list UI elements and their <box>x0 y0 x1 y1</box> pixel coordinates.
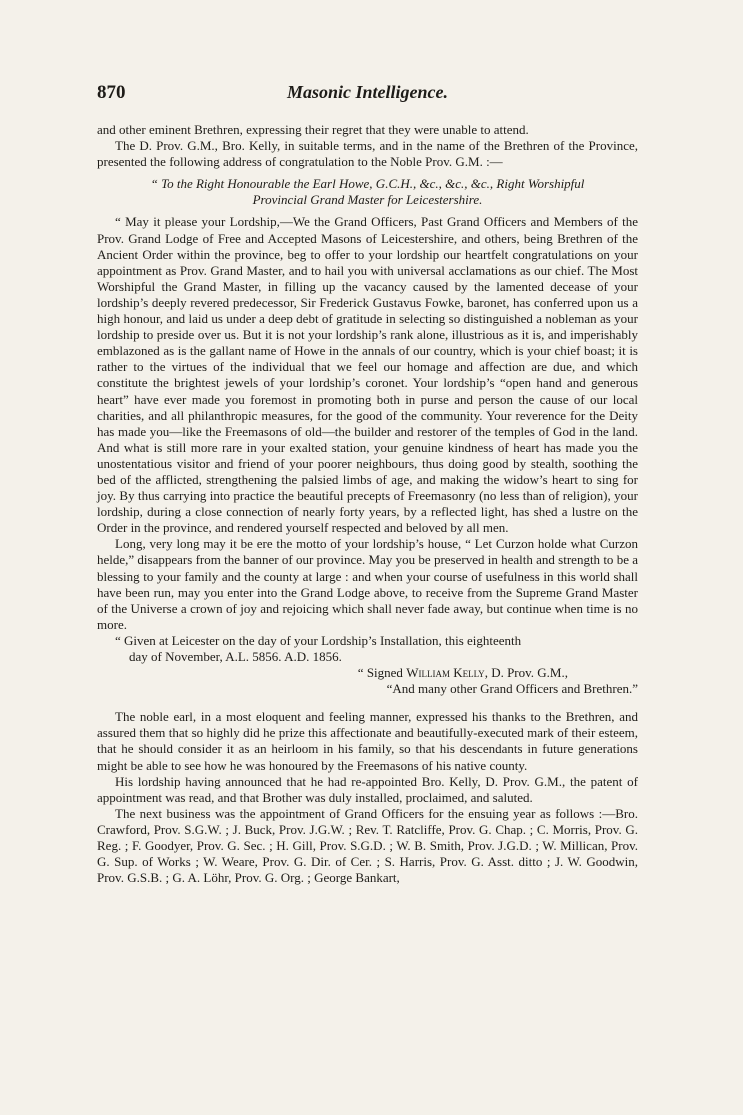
given-line-2: day of November, A.L. 5856. A.D. 1856. <box>129 649 342 664</box>
signature-line <box>97 665 568 681</box>
address-heading <box>97 176 638 208</box>
paragraph-address-closing: Long, very long may it be ere the motto of your lordship’s house, “ Let Curzon holde what Curzon helde,” disappears from the banner of our province. May you be preserved in health and strength to be a blessing to your family and the county at large : and when your course of usefulness in this world shall have been run, may you enter into the Grand Lodge above, to receive from the Supreme Grand Master of the Universe a crown of joy and rejoicing which shall never fade away, but continue when time is no more. <box>97 536 638 632</box>
paragraph-grand-officers: The next business was the appointment of Grand Officers for the ensuing year as follows :—Bro. Crawford, Prov. S.G.W. ; J. Buck, Prov. J.G.W. ; Rev. T. Ratcliffe, Prov. G. Chap. ; C. Morris, Prov. G. Reg. ; F. Goodyer, Prov. G. Sec. ; H. Gill, Prov. S.G.D. ; W. B. Smith, Prov. J.G.D. ; W. Millican, Prov. G. Sup. of Works ; W. Weare, Prov. G. Dir. of Cer. ; S. Harris, Prov. G. Asst. ditto ; J. W. Goodwin, Prov. G.S.B. ; G. A. Löhr, Prov. G. Org. ; George Bankart, <box>97 805 638 886</box>
page <box>97 82 638 886</box>
running-title: Masonic Intelligence. <box>287 82 448 102</box>
paragraph-earl-thanks: The noble earl, in a most eloquent and feeling manner, expressed his thanks to the Brethren, and assured them that so highly did he prize this affectionate and beautifully-executed mark of their esteem, that he should consider it as an heirloom in his family, so that his descendants in future generations might be able to see how he was honoured by the Freemasons of his native county. <box>97 709 638 773</box>
paragraph-address-body: “ May it please your Lordship,—We the Grand Officers, Past Grand Officers and Members of the Prov. Grand Lodge of Free and Accepted Masons of Leicestershire, and others, being Brethren of the Ancient Order within the province, beg to offer to your lordship our heartfelt congratulations on your appointment as Prov. Grand Master, and to hail you with universal acclamations as our chief. The Most Worshipful the Grand Master, in filling up the vacancy caused by the lamented decease of your lordship’s deeply revered predecessor, Sir Frederick Gustavus Fowke, baronet, has conferred upon us a high honour, and laid us under a deep debt of gratitude in selecting so distinguished a nobleman as your lordship to preside over us. But it is not your lordship’s rank alone, illustrious as it is, and imperishably emblazoned as is the gallant name of Howe in the annals of our country, which is your chief boast; it is rather to the virtues of the individual that we feel our homage and affection are due, and which constitute the brightest jewels of your lordship’s coronet. Your lordship’s “open hand and generous heart” have ever made you foremost in promoting both in purse and person the cause of our local charities, and all philanthropic measures, for the good of the community. Your reverence for the Deity has made you—like the Freemasons of old—the builder and restorer of the temples of God in the land. And what is still more rare in your exalted station, your genuine kindness of heart has made you the unostentatious visitor and friend of your poorer neighbours, thus doing good by stealth, soothing the bed of the afflicted, strengthening the palsied limbs of age, and making the widow’s heart to sing for joy. By thus carrying into practice the beautiful precepts of Freemasonry (no less than of religion), your lordship, during a close connection of nearly forty years, by a reflected light, has shed a lustre on the Order in the province, and rendered yourself respected and beloved by all men. <box>97 214 638 536</box>
signed-prefix: “ Signed <box>357 665 407 681</box>
signed-suffix: , D. Prov. G.M., <box>484 665 568 681</box>
given-line-1: “ Given at Leicester on the day of your Lordship’s Installation, this eighteenth <box>115 632 522 648</box>
signature-line-2: “And many other Grand Officers and Brethren.” <box>386 681 638 697</box>
signer-name: William Kelly <box>406 665 485 681</box>
paragraph-presentation: The D. Prov. G.M., Bro. Kelly, in suitable terms, and in the name of the Brethren of the Province, presented the following address of congratulation to the Noble Prov. G.M. :— <box>97 138 638 170</box>
paragraph-reappointment: His lordship having announced that he had re-appointed Bro. Kelly, D. Prov. G.M., the patent of appointment was read, and that Brother was duly installed, proclaimed, and saluted. <box>97 773 638 805</box>
given-block <box>115 632 638 665</box>
paragraph-apologies: and other eminent Brethren, expressing their regret that they were unable to attend. <box>97 122 529 137</box>
running-head <box>97 82 638 112</box>
address-heading-line-1: “ To the Right Honourable the Earl Howe, G.C.H., &c., &c., &c., Right Worshipful <box>150 176 585 192</box>
address-heading-line-2: Provincial Grand Master for Leicestershire. <box>252 192 483 208</box>
page-number: 870 <box>97 82 126 103</box>
